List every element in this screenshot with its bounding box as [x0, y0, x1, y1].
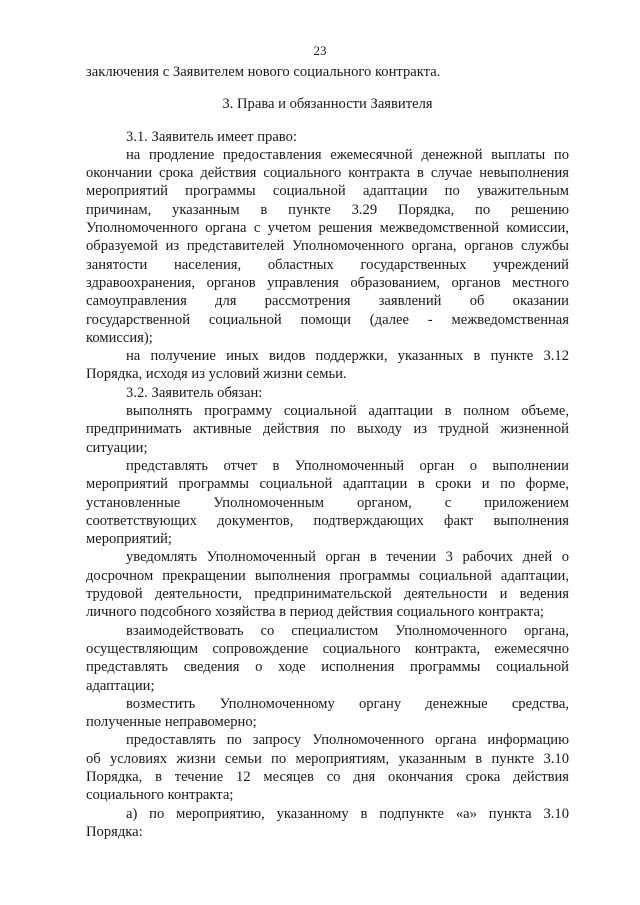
text-line: комиссия); — [86, 329, 153, 346]
subsection-title: 3.1. Заявитель имеет право: — [126, 128, 297, 145]
text-line: Порядка, в течение 12 месяцев со дня окончания срока действия — [86, 768, 569, 785]
duties-items — [86, 402, 569, 841]
text-line: представлять сведения о ходе исполнения программы социальной — [86, 659, 569, 676]
text-line: взаимодействовать со специалистом Уполномоченного органа, — [126, 622, 569, 639]
text-line: установленные Уполномоченным органом, с приложением — [86, 494, 569, 511]
text-line: причинам, указанным в пункте 3.29 Порядка, по решению — [86, 201, 569, 218]
list-item — [86, 457, 569, 548]
text-line: Уполномоченного органа с учетом решения межведомственной комиссии, — [86, 220, 569, 237]
text-line: на продление предоставления ежемесячной денежной выплаты по — [126, 146, 569, 163]
text-line: занятости населения, областных государственных учреждений — [86, 256, 569, 273]
text-line: предпринимать активные действия по выходу из трудной жизненной — [86, 421, 569, 438]
text-line: трудовой деятельности, предпринимательской деятельности и ведения — [86, 586, 569, 603]
text-line: осуществляющим сопровождение социального контракта, ежемесячно — [86, 640, 569, 657]
text-line: досрочном прекращении выполнения программы социальной адаптации, — [86, 567, 569, 584]
text-line: предоставлять по запросу Уполномоченного органа информацию — [126, 732, 569, 749]
text-line: социального контракта; — [86, 787, 234, 804]
text-line: Порядка, исходя из условий жизни семьи. — [86, 366, 347, 383]
text-line: самоуправления для рассмотрения заявлений об оказании — [86, 293, 569, 310]
text-line: мероприятий программы социальной адаптации по уважительным — [86, 183, 569, 200]
text-line: мероприятий; — [86, 531, 172, 548]
list-item — [86, 622, 569, 695]
list-item — [86, 695, 569, 732]
list-item — [86, 347, 569, 384]
rights-items — [86, 146, 569, 384]
text-line: мероприятий программы социальной адаптации в сроки и по форме, — [86, 476, 569, 493]
list-item — [86, 805, 569, 842]
subsection-title: 3.2. Заявитель обязан: — [126, 384, 263, 401]
document-body — [86, 63, 569, 841]
text-line: образуемой из представителей Уполномоченного органа, органов службы — [86, 238, 569, 255]
text-line: личного подсобного хозяйства в период действия социального контракта; — [86, 604, 544, 621]
list-item — [86, 146, 569, 347]
text-line: окончании срока действия социального контракта в случае невыполнения — [86, 165, 569, 182]
text-line: а) по мероприятию, указанному в подпункте «а» пункта 3.10 — [126, 805, 569, 822]
page-number: 23 — [313, 43, 327, 58]
text-line: адаптации; — [86, 677, 155, 694]
text-line: об условиях жизни семьи по мероприятиям, указанным в пункте 3.10 — [86, 750, 569, 767]
text-line: здравоохранения, органов управления образованием, органов местного — [86, 274, 569, 291]
text-line: возместить Уполномоченному органу денежные средства, — [126, 695, 569, 712]
list-item — [86, 548, 569, 621]
text-line: Порядка: — [86, 823, 143, 840]
text-line: полученные неправомерно; — [86, 714, 257, 731]
list-item — [86, 402, 569, 457]
text-line: на получение иных видов поддержки, указанных в пункте 3.12 — [126, 348, 569, 365]
text-line: государственной социальной помощи (далее - межведомственная — [86, 311, 569, 328]
text-line: ситуации; — [86, 439, 148, 456]
text-line: заключения с Заявителем нового социального контракта. — [86, 64, 441, 80]
text-line: соответствующих документов, подтверждающих факт выполнения — [86, 512, 569, 529]
intro-paragraph — [86, 63, 569, 81]
rights-section — [86, 128, 569, 842]
text-line: уведомлять Уполномоченный орган в течении 3 рабочих дней о — [126, 549, 569, 566]
section-title: 3. Права и обязанности Заявителя — [222, 96, 433, 113]
list-item — [86, 731, 569, 804]
text-line: представлять отчет в Уполномоченный орган о выполнении — [126, 457, 569, 474]
text-line: выполнять программу социальной адаптации в полном объеме, — [126, 403, 569, 420]
